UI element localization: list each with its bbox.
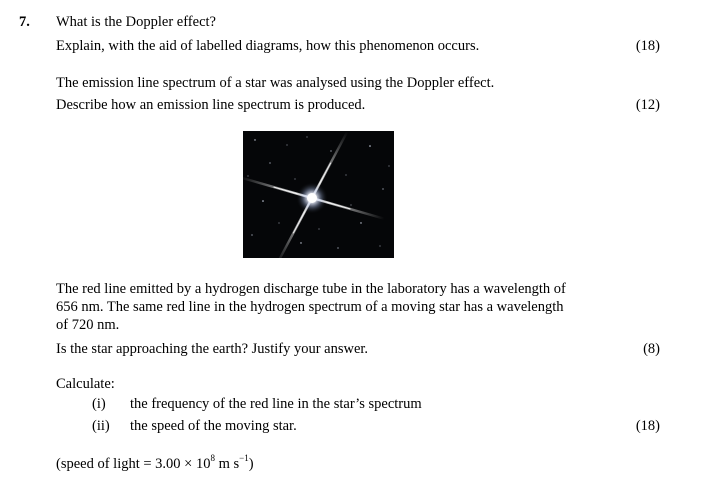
part-c-line-3: of 720 nm.	[56, 317, 120, 333]
part-b-marks: (12)	[635, 97, 660, 113]
part-c-marks: (8)	[643, 341, 660, 357]
part-a-line-2: Explain, with the aid of labelled diagrams, how this phenomenon occurs.	[56, 38, 480, 54]
part-c-line-2: 656 nm. The same red line in the hydrogen spectrum of a moving star has a wavelength	[56, 299, 564, 315]
constant-unit-exponent: −1	[239, 453, 249, 464]
part-a-line-1: What is the Doppler effect?	[56, 14, 216, 30]
part-b-line-2: Describe how an emission line spectrum is produced.	[56, 97, 366, 113]
star-photo-icon	[243, 131, 394, 258]
part-d-item-i-roman: (i)	[92, 396, 106, 412]
part-d-marks: (18)	[635, 418, 660, 434]
part-c-line-4: Is the star approaching the earth? Justify your answer.	[56, 341, 369, 357]
constant-suffix: )	[248, 456, 254, 472]
part-d-item-ii-roman: (ii)	[92, 418, 110, 434]
question-number: 7.	[19, 14, 30, 30]
speed-of-light-constant	[56, 455, 254, 473]
part-d-intro: Calculate:	[56, 376, 115, 392]
constant-prefix: (speed of light = 3.00 × 10	[56, 456, 211, 472]
part-d-item-i-text: the frequency of the red line in the star’s spectrum	[130, 396, 422, 412]
constant-unit: m s	[215, 456, 240, 472]
part-c-line-1: The red line emitted by a hydrogen discharge tube in the laboratory has a wavelength of	[56, 281, 566, 297]
part-a-marks: (18)	[635, 38, 660, 54]
part-d-item-ii-text: the speed of the moving star.	[130, 418, 297, 434]
constant-exponent: 8	[210, 453, 215, 464]
part-b-line-1: The emission line spectrum of a star was analysed using the Doppler effect.	[56, 75, 495, 91]
